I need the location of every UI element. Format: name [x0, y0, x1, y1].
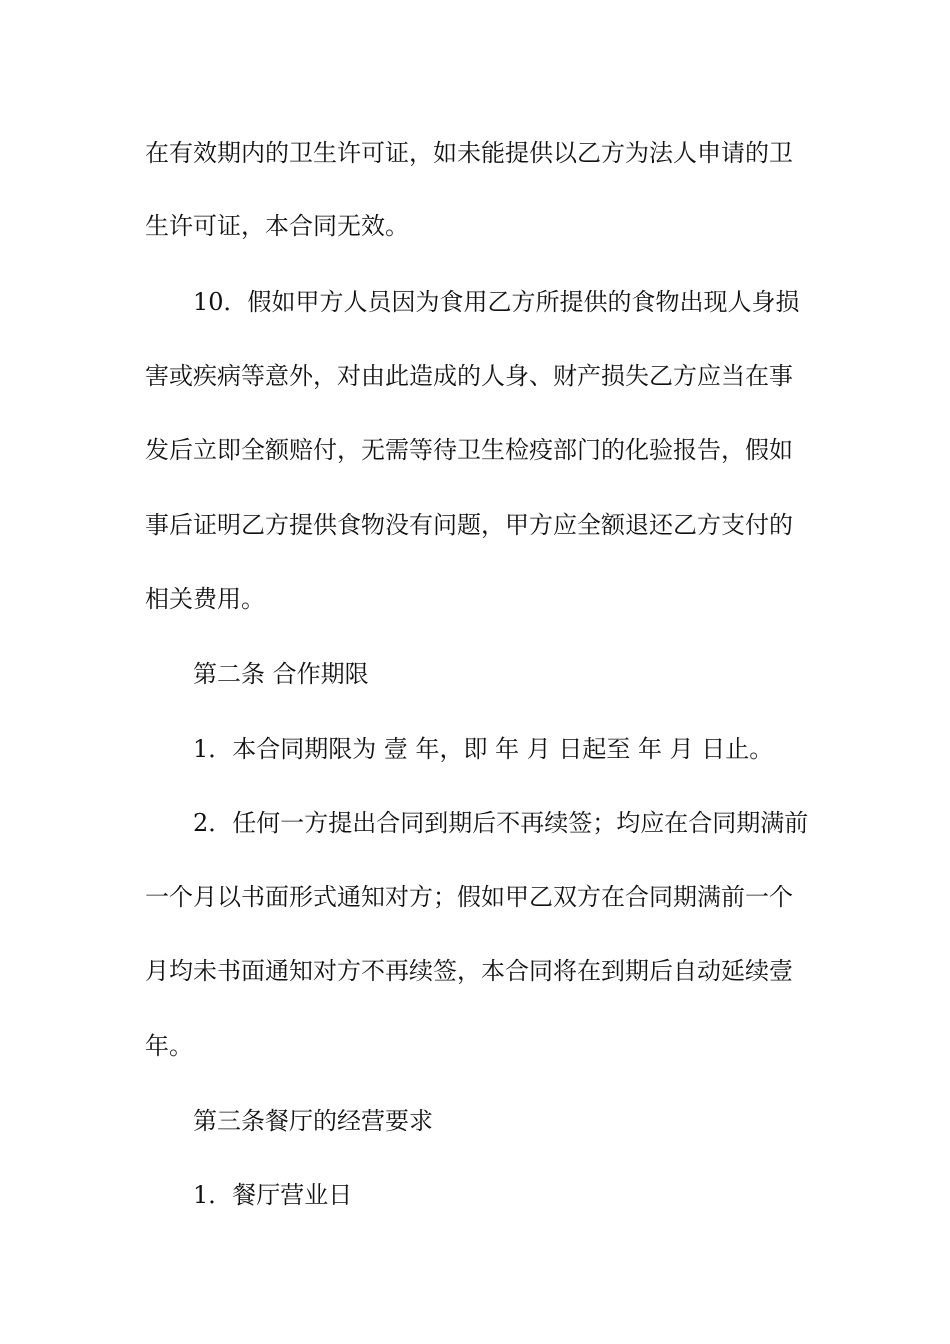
paragraph-line: 相关费用。 [145, 585, 265, 613]
paragraph-line: 月均未书面通知对方不再续签，本合同将在到期后自动延续壹 [145, 957, 793, 985]
paragraph-line: 1．餐厅营业日 [193, 1181, 353, 1209]
paragraph-line: 1．本合同期限为 壹 年，即 年 月 日起至 年 月 日止。 [193, 735, 774, 763]
paragraph-line: 2．任何一方提出合同到期后不再续签；均应在合同期满前 [193, 809, 809, 837]
paragraph-line: 事后证明乙方提供食物没有问题，甲方应全额退还乙方支付的 [145, 511, 793, 539]
paragraph-line: 发后立即全额赔付，无需等待卫生检疫部门的化验报告，假如 [145, 436, 793, 464]
paragraph-line: 害或疾病等意外，对由此造成的人身、财产损失乙方应当在事 [145, 362, 793, 390]
paragraph-line: 一个月以书面形式通知对方；假如甲乙双方在合同期满前一个 [145, 883, 793, 911]
section-heading: 第二条 合作期限 [193, 660, 369, 688]
paragraph-line: 10．假如甲方人员因为食用乙方所提供的食物出现人身损 [193, 288, 800, 316]
section-heading: 第三条餐厅的经营要求 [193, 1107, 433, 1135]
paragraph-line: 生许可证，本合同无效。 [145, 212, 409, 240]
paragraph-line: 年。 [145, 1032, 193, 1060]
paragraph-line: 在有效期内的卫生许可证，如未能提供以乙方为法人申请的卫 [145, 139, 793, 167]
